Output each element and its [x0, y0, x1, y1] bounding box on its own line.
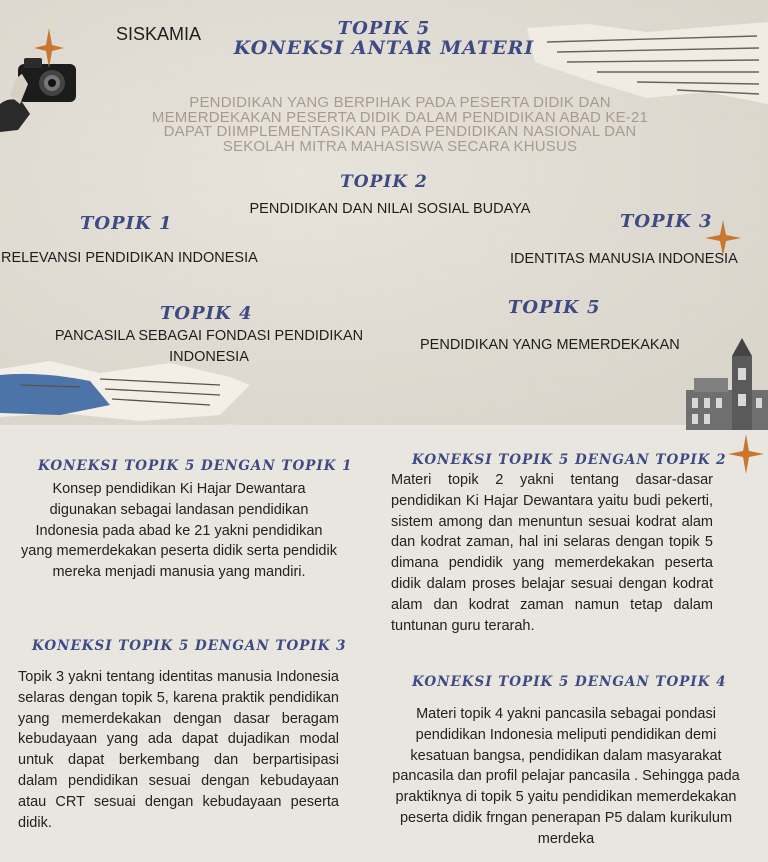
topic-3-desc: IDENTITAS MANUSIA INDONESIA [510, 251, 738, 267]
topic-3-label: TOPIK 3 [620, 211, 713, 232]
building-image [686, 338, 768, 430]
header-subtitle: KONEKSI ANTAR MATERI [233, 37, 535, 59]
topic-1-label: TOPIK 1 [80, 213, 173, 234]
main-statement: PENDIDIKAN YANG BERPIHAK PADA PESERTA DIDIK DAN MEMERDEKAKAN PESERTA DIDIK DALAM PENDIDIKAN ABAD KE-21 DAPAT DIIMPLEMENTASIKAN PADA PENDIDIKAN NASIONAL DAN SEKOLAH MITRA MAHASISWA SECARA KHUSUS [151, 94, 649, 155]
connection-4-body: Materi topik 4 yakni pancasila sebagai pondasi pendidikan Indonesia meliputi pendidikan demi kesatuan bangsa, pendidikan dalam masyarakat pancasila dan profil pelajar pancasila . Sehingga pada praktiknya di topik 5 yaitu pendidikan memerdekakan peserta didik frngan penerapan P5 dalam kurikulum merdeka [392, 706, 740, 847]
topic-2-label: TOPIK 2 [340, 172, 428, 192]
connection-3-title: KONEKSI TOPIK 5 DENGAN TOPIK 3 [32, 638, 347, 654]
topic-1-desc: RELEVANSI PENDIDIKAN INDONESIA [1, 250, 258, 266]
topic-4-desc: PANCASILA SEBAGAI FONDASI PENDIDIKAN INDONESIA [54, 328, 364, 365]
connection-3-body: Topik 3 yakni tentang identitas manusia Indonesia selaras dengan topik 5, karena praktik pendidikan yang memerdekakan dengan dasar beragam kebudayaan yang ada dapat dujadikan modal untuk dapat berkembang dan berpartisipasi dalam pendidikan sesuai dengan kebudayaan atau CRT sesuai dengan kebudayaan peserta didik. [18, 669, 339, 831]
connection-1-body: Konsep pendidikan Ki Hajar Dewantara digunakan sebagai landasan pendidikan Indonesia pada abad ke 21 yakni pendidikan yang memerdekakan peserta didik serta pendidik mereka menjadi manusia yang mandiri. [21, 481, 337, 581]
topic-4-label: TOPIK 4 [160, 303, 253, 324]
topic-5-desc: PENDIDIKAN YANG MEMERDEKAKAN [420, 337, 680, 353]
connection-1-title: KONEKSI TOPIK 5 DENGAN TOPIK 1 [38, 458, 353, 474]
sparkle-icon [728, 434, 764, 474]
connection-4-title: KONEKSI TOPIK 5 DENGAN TOPIK 4 [412, 674, 727, 690]
header-topic: TOPIK 5 [337, 18, 431, 39]
topic-5-label: TOPIK 5 [508, 297, 601, 318]
brand-name: SISKAMIA [116, 24, 202, 44]
topic-2-desc: PENDIDIKAN DAN NILAI SOSIAL BUDAYA [249, 201, 531, 217]
connection-2-title: KONEKSI TOPIK 5 DENGAN TOPIK 2 [412, 452, 727, 468]
connection-2-body: Materi topik 2 yakni tentang dasar-dasar pendidikan Ki Hajar Dewantara yaitu budi pekerti, sistem among dan menuntun sesuai kodrat alam dan kodrat zaman, hal ini selaras dengan topik 5 dimana pendidik yang memerdekakan peserta didik dalam proses belajar sesuai dengan kodrat alam dan kodrat zaman namun tetap dalam tuntunan guru terarah. [391, 472, 713, 634]
